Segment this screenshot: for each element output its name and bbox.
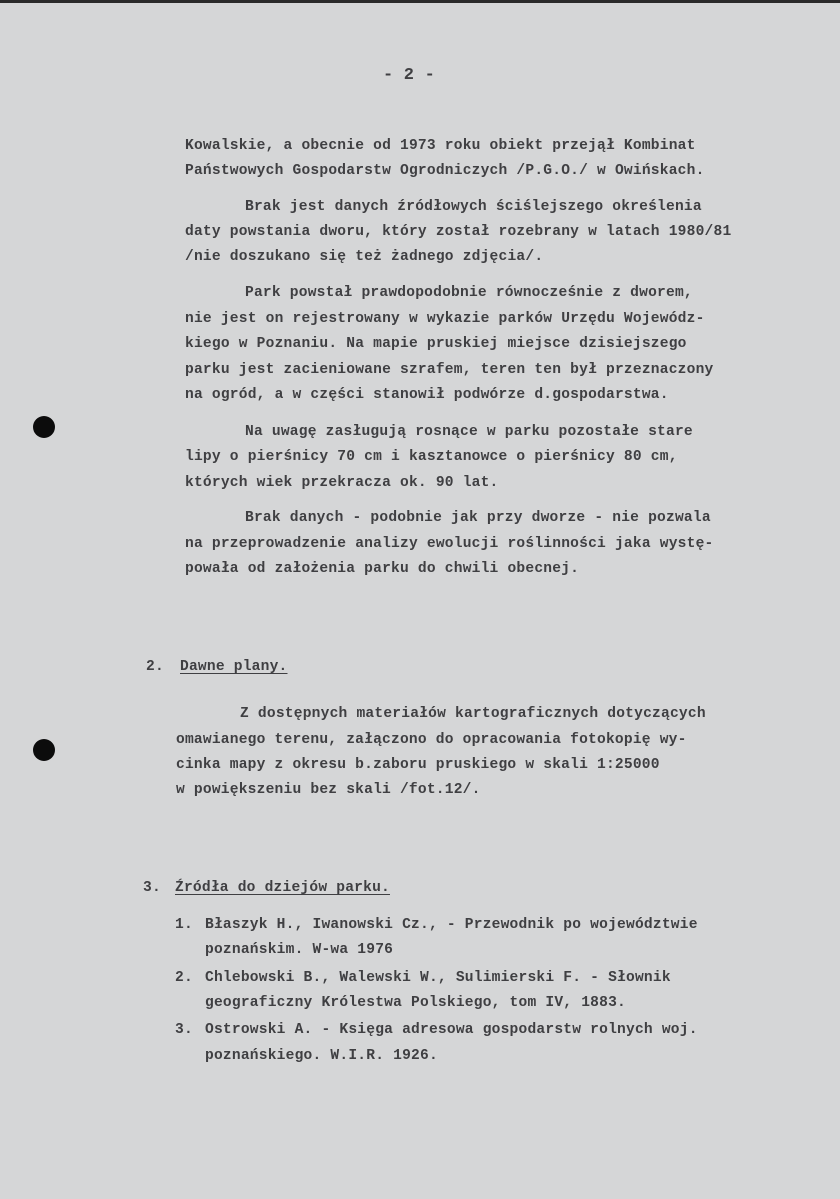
reference-line: Błaszyk H., Iwanowski Cz., - Przewodnik po województwie: [205, 917, 698, 933]
paragraph-line: parku jest zacieniowane szrafem, teren ten był przeznaczony: [185, 362, 714, 378]
reference-number: 3.: [175, 1022, 193, 1038]
paragraph-line: nie jest on rejestrowany w wykazie parków Urzędu Wojewódz-: [185, 311, 705, 327]
paragraph-line: powała od założenia parku do chwili obecnej.: [185, 561, 580, 577]
paragraph-line: na ogród, a w części stanowił podwórze d.gospodarstwa.: [185, 387, 669, 403]
punch-hole-top: [33, 416, 55, 438]
page-number: - 2 -: [383, 66, 436, 85]
section-line: w powiększeniu bez skali /fot.12/.: [176, 782, 481, 798]
paragraph-line: Brak jest danych źródłowych ściślejszego określenia: [245, 199, 702, 215]
section-line: cinka mapy z okresu b.zaboru pruskiego w skali 1:25000: [176, 757, 660, 773]
reference-line: Chlebowski B., Walewski W., Sulimierski F. - Słownik: [205, 970, 671, 986]
paragraph-line: na przeprowadzenie analizy ewolucji roślinności jaka wystę-: [185, 536, 714, 552]
section-heading: Źródła do dziejów parku.: [175, 880, 390, 896]
paragraph-line: kiego w Poznaniu. Na mapie pruskiej miejsce dzisiejszego: [185, 336, 687, 352]
section-number: 3.: [143, 880, 161, 896]
section-number: 2.: [146, 659, 164, 675]
scan-top-edge: [0, 0, 840, 3]
paragraph-line: Park powstał prawdopodobnie równocześnie z dworem,: [245, 285, 693, 301]
section-heading: Dawne plany.: [180, 659, 288, 675]
paragraph-line: Na uwagę zasługują rosnące w parku pozostałe stare: [245, 424, 693, 440]
reference-line: geograficzny Królestwa Polskiego, tom IV, 1883.: [205, 995, 627, 1011]
reference-line: poznańskiego. W.I.R. 1926.: [205, 1048, 438, 1064]
section-line: omawianego terenu, załączono do opracowania fotokopię wy-: [176, 732, 687, 748]
punch-hole-bottom: [33, 739, 55, 761]
reference-line: Ostrowski A. - Księga adresowa gospodarstw rolnych woj.: [205, 1022, 698, 1038]
paragraph-line: daty powstania dworu, który został rozebrany w latach 1980/81: [185, 224, 732, 240]
paragraph-line: Państwowych Gospodarstw Ogrodniczych /P.G.O./ w Owińskach.: [185, 163, 705, 179]
paragraph-line: Kowalskie, a obecnie od 1973 roku obiekt przejął Kombinat: [185, 138, 696, 154]
reference-number: 2.: [175, 970, 193, 986]
reference-line: poznańskim. W-wa 1976: [205, 942, 394, 958]
paragraph-line: Brak danych - podobnie jak przy dworze - nie pozwala: [245, 510, 711, 526]
paragraph-line: których wiek przekracza ok. 90 lat.: [185, 475, 499, 491]
reference-number: 1.: [175, 917, 193, 933]
paragraph-line: /nie doszukano się też żadnego zdjęcia/.: [185, 249, 544, 265]
section-line: Z dostępnych materiałów kartograficznych dotyczących: [240, 706, 706, 722]
paragraph-line: lipy o pierśnicy 70 cm i kasztanowce o pierśnicy 80 cm,: [185, 449, 678, 465]
